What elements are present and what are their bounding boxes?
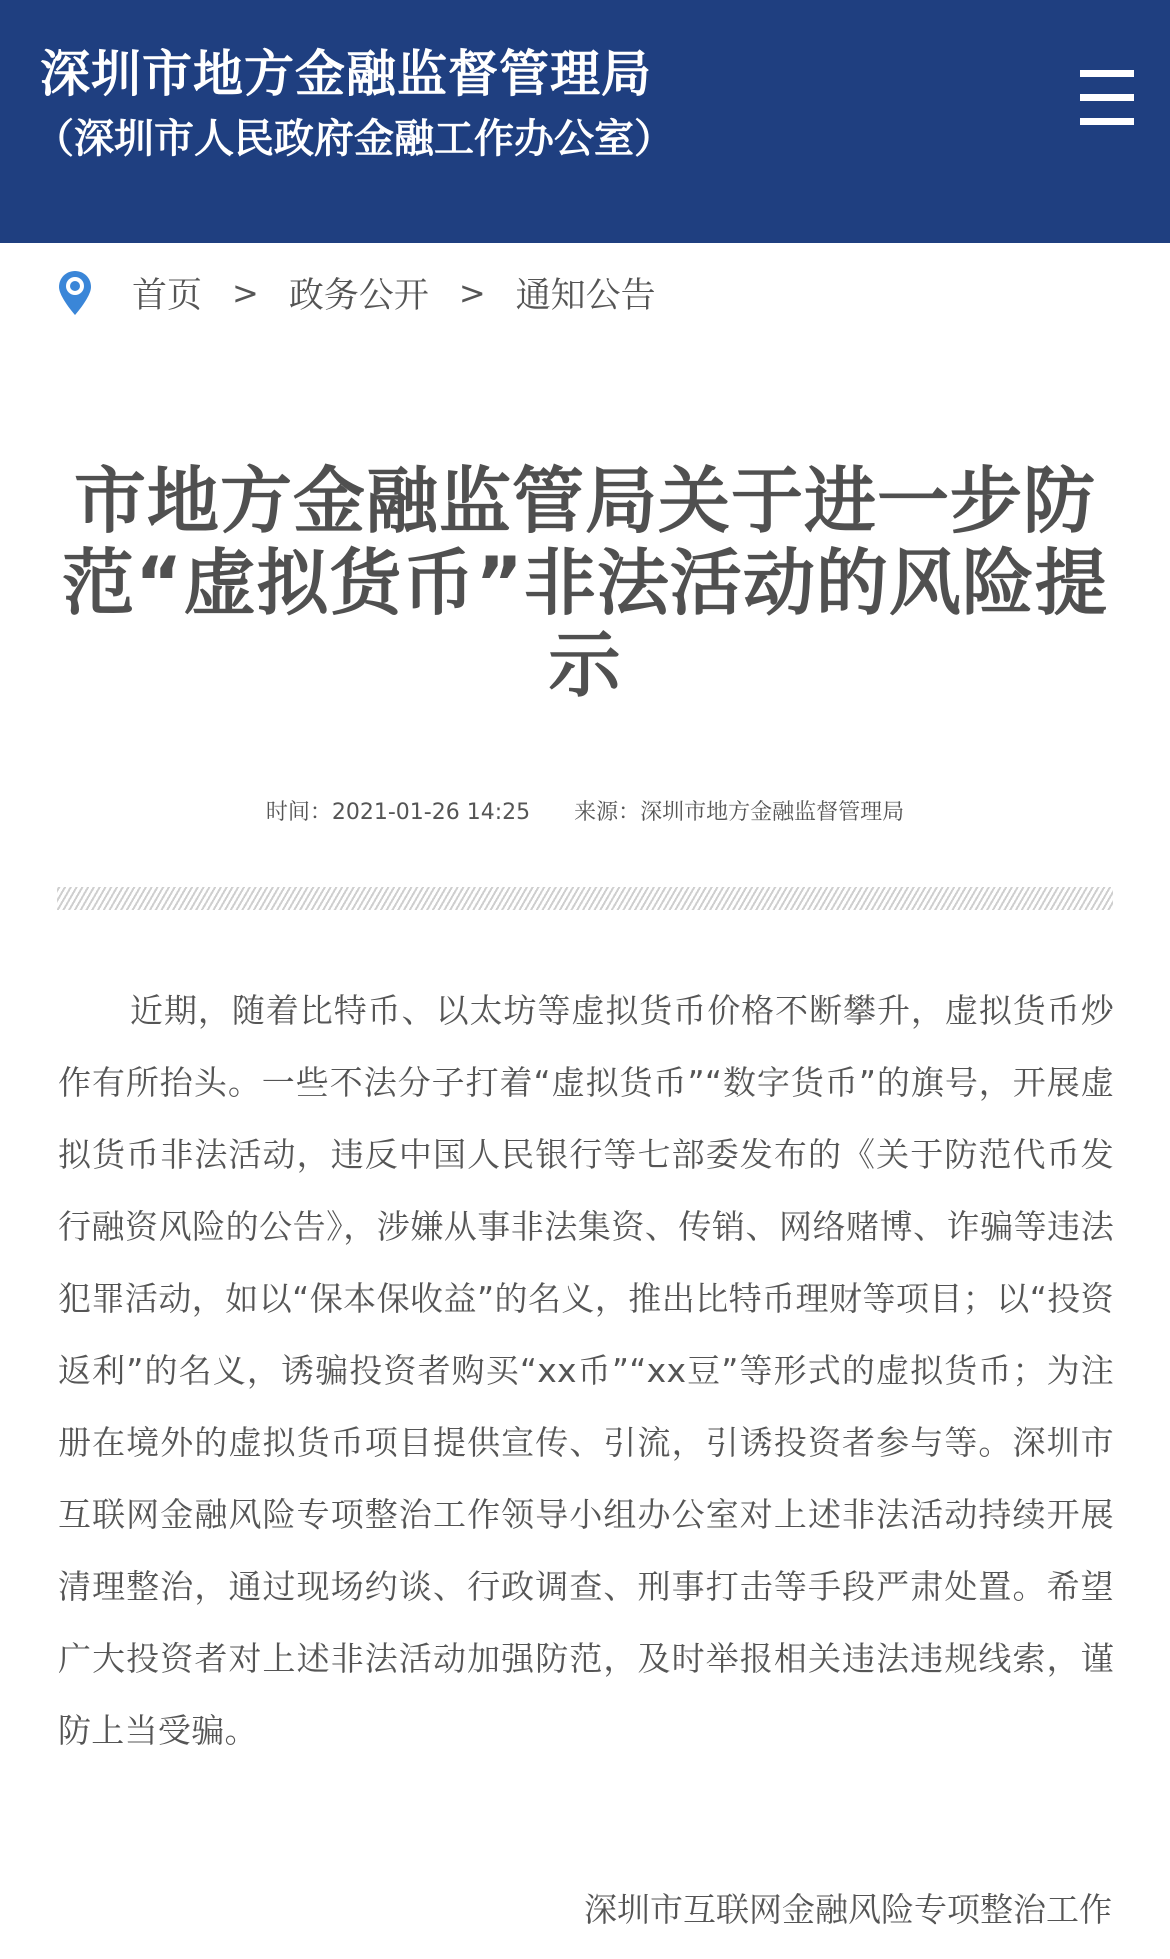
breadcrumb — [58, 268, 656, 318]
time-label: 时间： — [265, 800, 332, 825]
site-header — [0, 0, 1170, 243]
hamburger-menu-icon-bar — [1080, 94, 1134, 101]
publish-time: 2021-01-26 14:25 — [331, 800, 531, 825]
hamburger-menu-icon — [1080, 70, 1134, 77]
location-pin-icon — [58, 270, 92, 316]
source-label: 来源： — [574, 800, 641, 825]
breadcrumb-notices[interactable]: 通知公告 — [515, 276, 656, 316]
site-title[interactable]: 深圳市地方金融监督管理局 — [40, 45, 652, 103]
site-subtitle: （深圳市人民政府金融工作办公室） — [34, 116, 674, 162]
article-meta — [0, 795, 1170, 826]
article-body: 近期，随着比特币、以太坊等虚拟货币价格不断攀升，虚拟货币炒作有所抬头。一些不法分子打着“虚拟货币”“数字货币”的旗号，开展虚拟货币非法活动，违反中国人民银行等七部委发布的《关于防范代币发行融资风险的公告》，涉嫌从事非法集资、传销、网络赌博、诈骗等违法犯罪活动，如以“保本保收益”的名义，推出比特币理财等项目；以“投资返利”的名义，诱骗投资者购买“xx币”“xx豆”等形式的虚拟货币；为注册在境外的虚拟货币项目提供宣传、引流，引诱投资者参与等。深圳市互联网金融风险专项整治工作领导小组办公室对上述非法活动持续开展清理整治，通过现场约谈、行政调查、刑事打击等手段严肃处置。希望广大投资者对上述非法活动加强防范，及时举报相关违法违规线索，谨防上当受骗。 — [58, 991, 1114, 1750]
menu-button[interactable] — [1078, 66, 1136, 128]
hatched-divider — [57, 887, 1113, 910]
breadcrumb-home[interactable]: 首页 — [132, 276, 203, 316]
article-title: 市地方金融监管局关于进一步防范“虚拟货币”非法活动的风险提示 — [62, 459, 1108, 707]
breadcrumb-separator: > — [232, 274, 259, 312]
source-value: 深圳市地方金融监督管理局 — [640, 800, 905, 825]
article-signature: 深圳市互联网金融风险专项整治工作 — [584, 1890, 1112, 1929]
hamburger-menu-icon-bar — [1080, 118, 1134, 125]
breadcrumb-separator: > — [458, 274, 486, 312]
breadcrumb-government-affairs[interactable]: 政务公开 — [288, 276, 429, 316]
